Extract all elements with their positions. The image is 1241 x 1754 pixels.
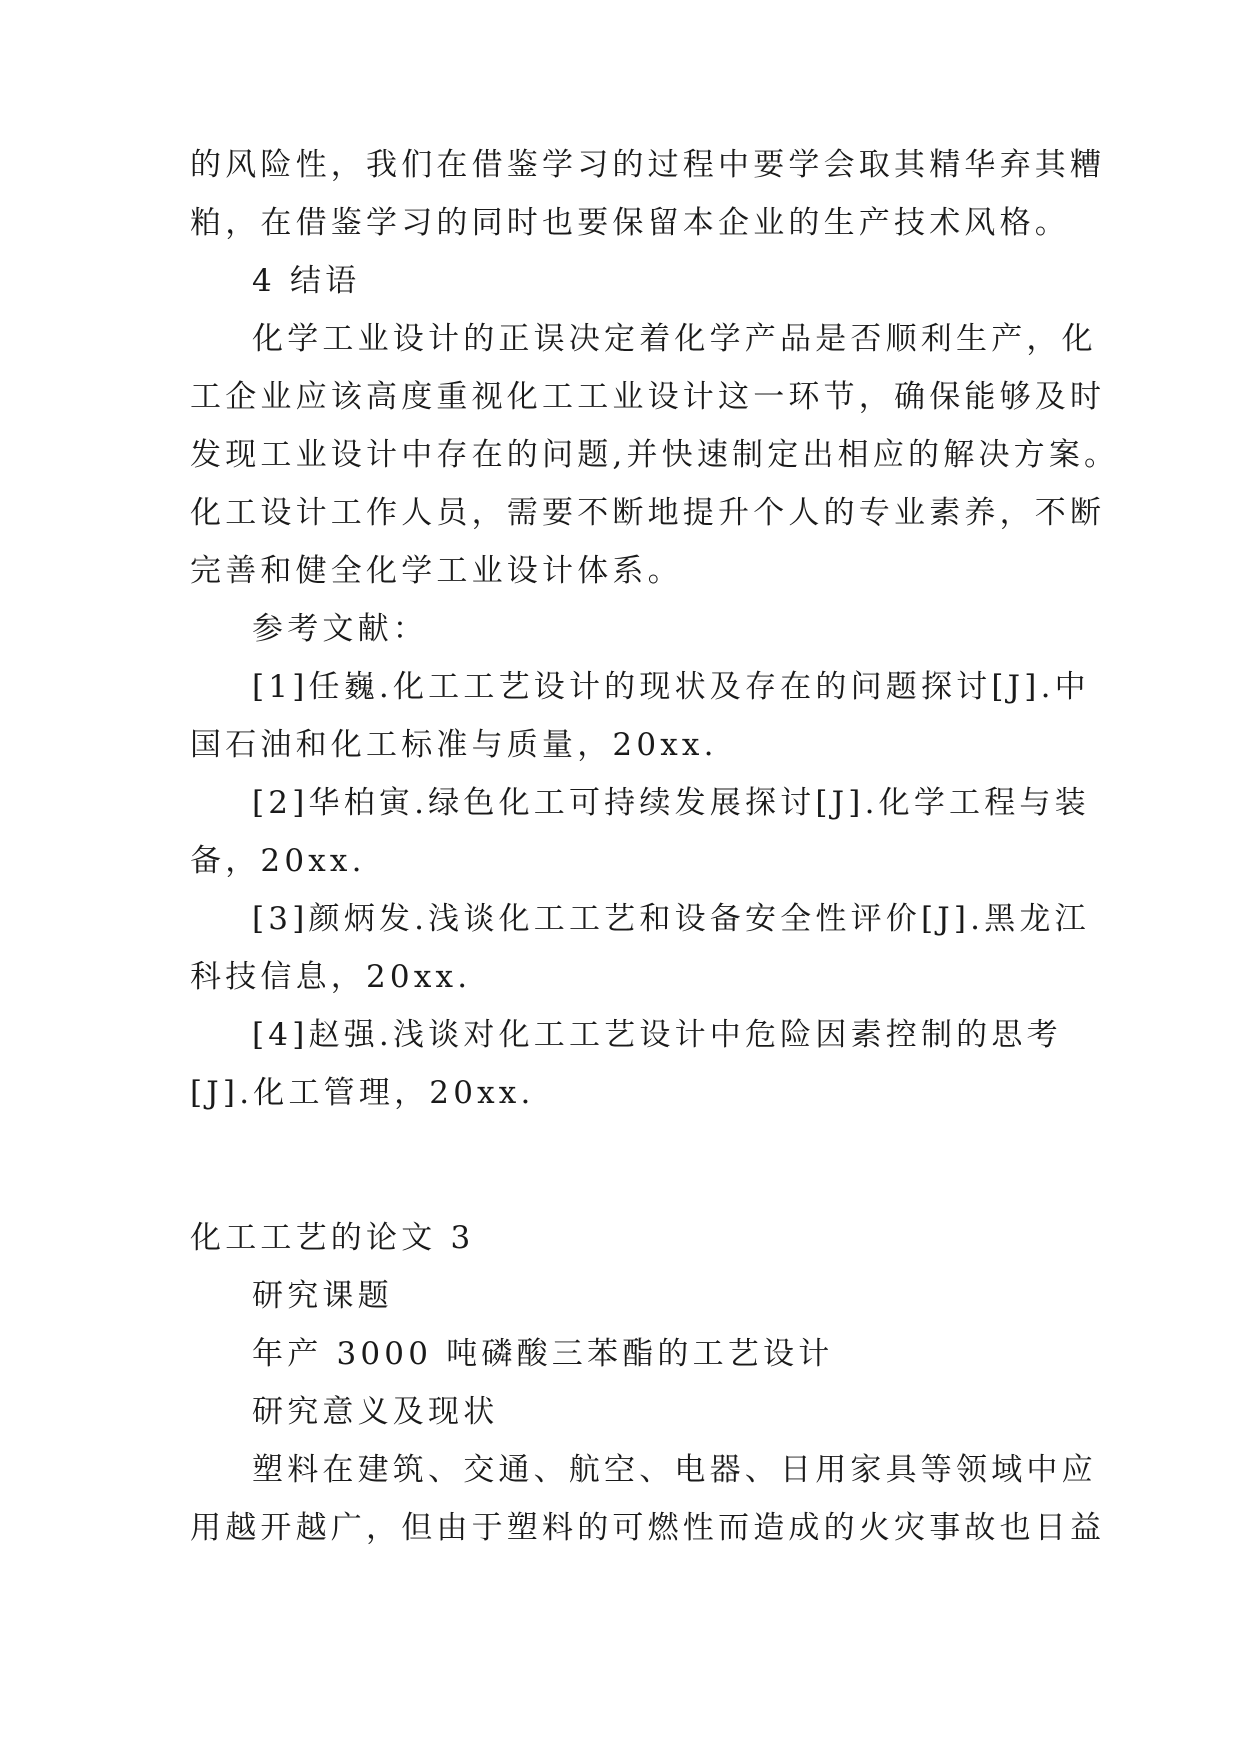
reference-item: 备，20xx. bbox=[190, 843, 366, 879]
paper-title: 化工工艺的论文 3 bbox=[190, 1220, 475, 1256]
subheading: 研究课题 bbox=[252, 1278, 393, 1314]
body-text-line: 塑料在建筑、交通、航空、电器、日用家具等领域中应 bbox=[252, 1452, 1097, 1488]
reference-item: 国石油和化工标准与质量，20xx. bbox=[190, 727, 718, 763]
body-text-line: 化工设计工作人员，需要不断地提升个人的专业素养，不断 bbox=[190, 495, 1106, 531]
reference-item: [J].化工管理，20xx. bbox=[190, 1075, 535, 1111]
body-text-line: 工企业应该高度重视化工工业设计这一环节，确保能够及时 bbox=[190, 379, 1106, 415]
subheading: 研究意义及现状 bbox=[252, 1394, 499, 1430]
body-text-line: 粕，在借鉴学习的同时也要保留本企业的生产技术风格。 bbox=[190, 205, 1070, 241]
body-text-line: 化学工业设计的正误决定着化学产品是否顺利生产，化 bbox=[252, 321, 1097, 357]
reference-item: [1]任巍.化工工艺设计的现状及存在的问题探讨[J].中 bbox=[252, 669, 1090, 705]
references-heading: 参考文献： bbox=[252, 611, 428, 647]
body-text-line: 的风险性，我们在借鉴学习的过程中要学会取其精华弃其糟 bbox=[190, 147, 1106, 183]
reference-item: [2]华柏寅.绿色化工可持续发展探讨[J].化学工程与装 bbox=[252, 785, 1090, 821]
reference-item: [3]颜炳发.浅谈化工工艺和设备安全性评价[J].黑龙江 bbox=[252, 901, 1090, 937]
body-text-line: 年产 3000 吨磷酸三苯酯的工艺设计 bbox=[252, 1336, 834, 1372]
body-text-line: 发现工业设计中存在的问题,并快速制定出相应的解决方案。 bbox=[190, 437, 1120, 473]
section-heading: 4 结语 bbox=[252, 263, 361, 299]
body-text-line: 完善和健全化学工业设计体系。 bbox=[190, 553, 683, 589]
reference-item: [4]赵强.浅谈对化工工艺设计中危险因素控制的思考 bbox=[252, 1017, 1062, 1053]
reference-item: 科技信息，20xx. bbox=[190, 959, 472, 995]
body-text-line: 用越开越广，但由于塑料的可燃性而造成的火灾事故也日益 bbox=[190, 1510, 1106, 1546]
